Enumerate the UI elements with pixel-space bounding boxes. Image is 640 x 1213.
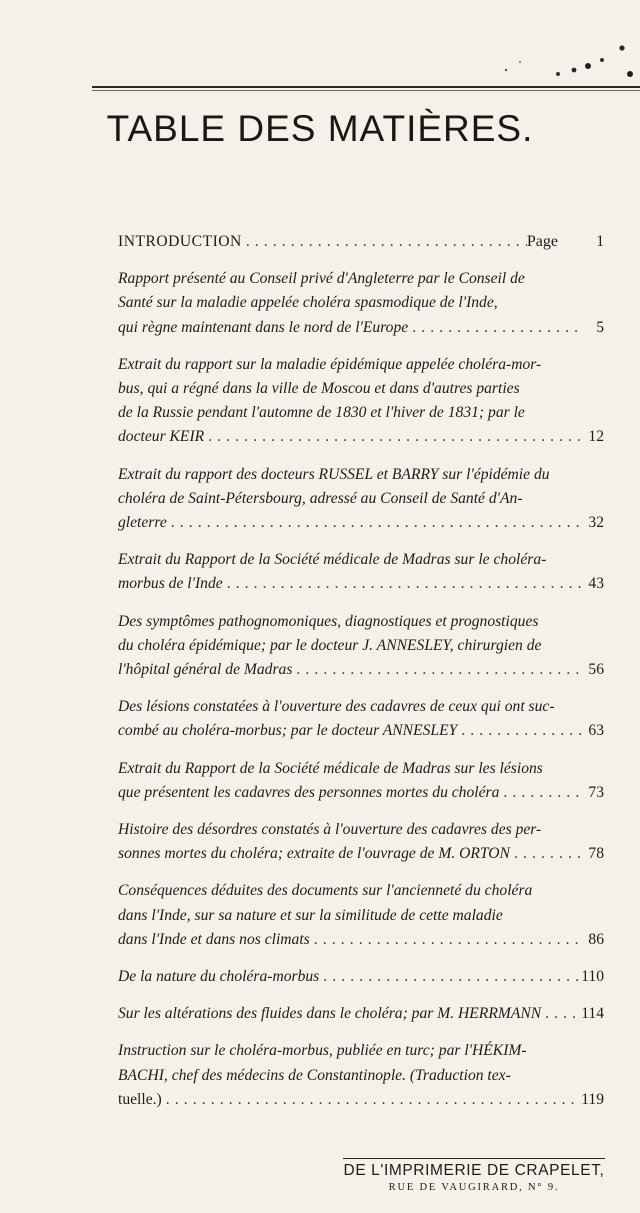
page-number: 32 — [588, 514, 604, 532]
toc-entry — [118, 818, 604, 866]
toc-entry-text: dans l'Inde et dans nos climats — [118, 930, 310, 948]
toc-entry-text: Des lésions constatées à l'ouverture des cadavres de ceux qui ont suc- — [118, 698, 555, 716]
toc-entry-text: qui règne maintenant dans le nord de l'Europe — [118, 318, 409, 336]
dot-leader — [457, 719, 584, 743]
toc-entry — [118, 463, 604, 536]
page-number: 86 — [588, 930, 604, 948]
page-number: 114 — [581, 1005, 604, 1023]
toc-entry — [118, 353, 604, 450]
page-number: 119 — [581, 1090, 604, 1108]
toc-entry — [118, 548, 604, 596]
printer-imprint — [343, 1158, 605, 1193]
page-number: 110 — [581, 968, 604, 986]
toc-entry-text: Extrait du Rapport de la Société médicale de Madras sur le choléra- — [118, 551, 547, 569]
dot-leader — [204, 425, 584, 449]
top-rule — [92, 86, 640, 88]
toc-entry-text: sonnes mortes du choléra; extraite de l'ouvrage de M. ORTON — [118, 845, 510, 863]
toc-entry-text: Sur les altérations des fluides dans le choléra; par M. HERRMANN — [118, 1005, 542, 1023]
toc-entry-text: que présentent les cadavres des personnes mortes du choléra — [118, 783, 500, 801]
toc-entry-text: INTRODUCTION — [118, 233, 242, 250]
page-number: 56 — [588, 661, 604, 679]
toc-entry — [118, 879, 604, 952]
toc-entry — [118, 757, 604, 805]
toc-entry-text: Extrait du rapport sur la maladie épidémique appelée choléra-mor- — [118, 355, 542, 373]
toc-entry-text: Instruction sur le choléra-morbus, publiée en turc; par l'HÉKIM- — [118, 1042, 527, 1060]
toc-entry — [118, 267, 604, 340]
toc-entry — [118, 610, 604, 683]
dot-leader — [541, 1002, 581, 1026]
printer-name: DE L'IMPRIMERIE DE CRAPELET, — [343, 1162, 605, 1179]
toc-entry-text: Extrait du rapport des docteurs RUSSEL et BARRY sur l'épidémie du — [118, 465, 550, 483]
toc-entry-text: docteur KEIR — [118, 428, 205, 446]
toc-entry-text: De la nature du choléra-morbus — [118, 968, 320, 986]
page-column-label: Page — [526, 233, 558, 250]
toc-entry-text: dans l'Inde, sur sa nature et sur la similitude de cette maladie — [118, 906, 503, 924]
page-number: 12 — [588, 428, 604, 446]
page-number: 63 — [588, 722, 604, 740]
toc-entry-text: BACHI, chef des médecins de Constantinople. (Traduction tex- — [118, 1066, 511, 1084]
toc-entry-text: Extrait du Rapport de la Société médicale de Madras sur les lésions — [118, 759, 543, 777]
toc-entry-text: de la Russie pendant l'automne de 1830 et l'hiver de 1831; par le — [118, 404, 525, 422]
page-title: TABLE DES MATIÈRES. — [106, 108, 534, 149]
dot-leader — [510, 842, 584, 866]
page-number: 78 — [588, 845, 604, 863]
toc-entry-text: Rapport présenté au Conseil privé d'Angleterre par le Conseil de — [118, 270, 525, 288]
toc-entry — [118, 695, 604, 743]
toc-entry-text: morbus de l'Inde — [118, 575, 223, 593]
dot-leader — [162, 1088, 581, 1112]
toc-entry-text: choléra de Saint-Pétersbourg, adressé au Conseil de Santé d'An- — [118, 489, 523, 507]
page-number: 5 — [596, 318, 604, 336]
dot-leader — [167, 511, 584, 535]
table-of-contents — [118, 230, 604, 1125]
toc-entry-text: gleterre — [118, 514, 167, 532]
toc-entry-text: Santé sur la maladie appelée choléra spasmodique de l'Inde, — [118, 294, 498, 312]
dot-leader — [242, 230, 527, 254]
toc-entry-text: l'hôpital général de Madras — [118, 661, 293, 679]
dot-leader — [499, 781, 584, 805]
toc-entry — [118, 965, 604, 989]
toc-entry — [118, 1039, 604, 1112]
toc-entry — [118, 230, 604, 254]
top-rule-thin — [92, 90, 640, 91]
toc-entry — [118, 1002, 604, 1026]
dot-leader — [408, 316, 584, 340]
dot-leader — [310, 928, 584, 952]
page-number: 1 — [596, 233, 604, 250]
printer-address: RUE DE VAUGIRARD, N° 9. — [388, 1182, 560, 1193]
ink-specks-decoration — [470, 40, 640, 84]
dot-leader — [292, 658, 584, 682]
dot-leader — [223, 572, 584, 596]
toc-entry-text: Conséquences déduites des documents sur l'ancienneté du choléra — [118, 882, 533, 900]
toc-entry-text: combé au choléra-morbus; par le docteur ANNESLEY — [118, 722, 458, 740]
page-number: 73 — [588, 783, 604, 801]
dot-leader — [319, 965, 581, 989]
toc-entry-text: Histoire des désordres constatés à l'ouverture des cadavres des per- — [118, 821, 542, 839]
toc-entry-text: bus, qui a régné dans la ville de Moscou et dans d'autres parties — [118, 380, 520, 398]
toc-entry-text: Des symptômes pathognomoniques, diagnostiques et prognostiques — [118, 612, 539, 630]
toc-entry-text: tuelle.) — [118, 1090, 162, 1108]
page-number: 43 — [588, 575, 604, 593]
toc-entry-text: du choléra épidémique; par le docteur J. ANNESLEY, chirurgien de — [118, 636, 542, 654]
